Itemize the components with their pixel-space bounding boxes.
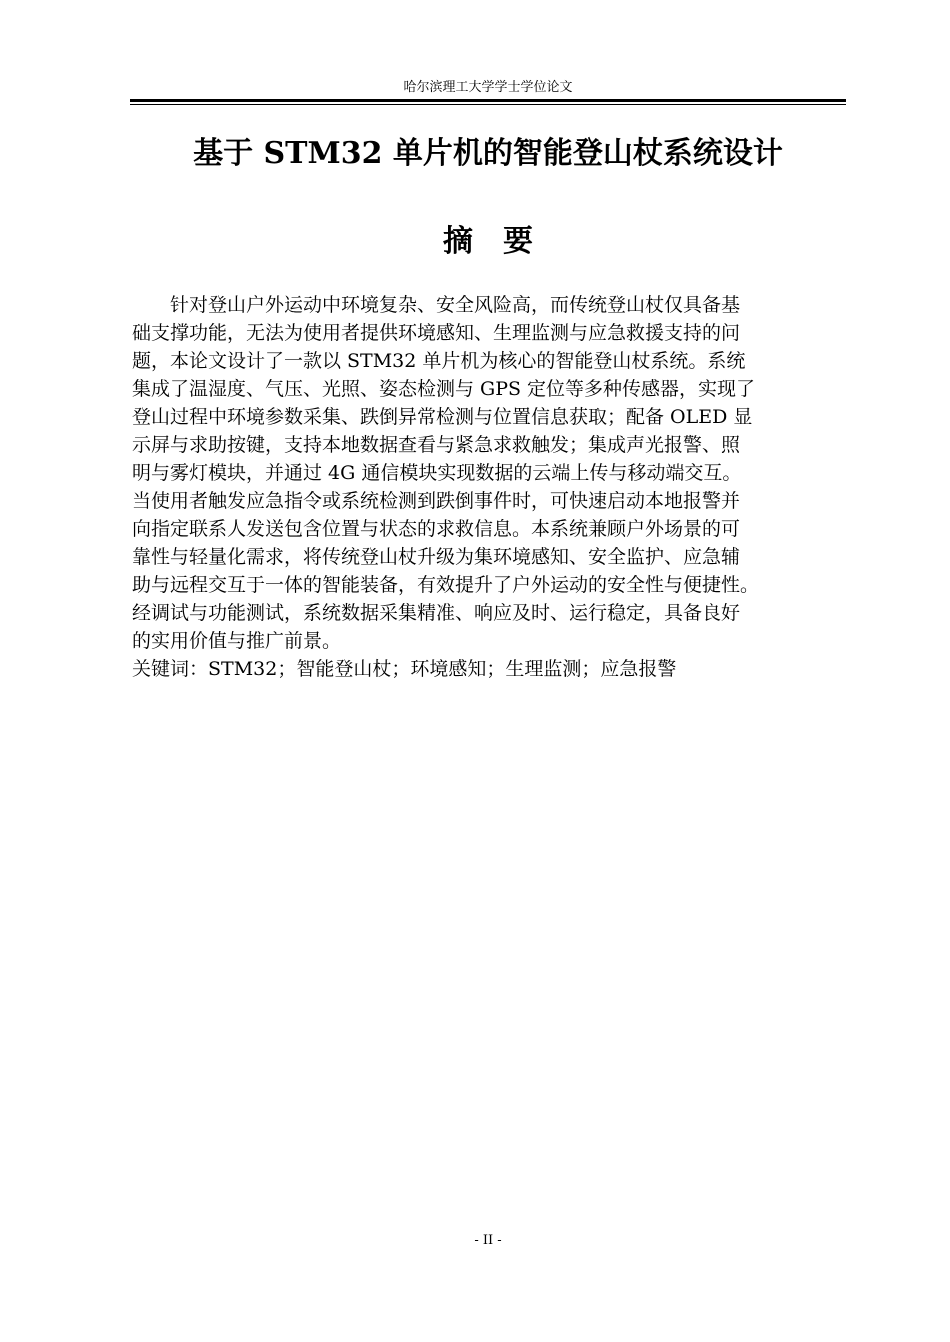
abstract-heading: 摘 要: [443, 224, 533, 259]
running-header: 哈尔滨理工大学学士学位论文: [403, 80, 573, 95]
abstract-line: 明与雾灯模块，并通过 4G 通信模块实现数据的云端上传与移动端交互。: [132, 462, 742, 484]
header-rule-thin: [130, 104, 846, 105]
abstract-line: 助与远程交互于一体的智能装备，有效提升了户外运动的安全性与便捷性。: [132, 574, 760, 596]
paper-title: 基于 STM32 单片机的智能登山杖系统设计: [193, 136, 783, 171]
abstract-line: 础支撑功能，无法为使用者提供环境感知、生理监测与应急救援支持的问: [132, 322, 741, 344]
header-rule-thick: [130, 99, 846, 102]
abstract-line: 向指定联系人发送包含位置与状态的求救信息。本系统兼顾户外场景的可: [132, 518, 741, 540]
abstract-body: [132, 291, 852, 655]
abstract-line: 的实用价值与推广前景。: [132, 630, 342, 652]
keywords-label: 关键词：: [132, 658, 209, 680]
abstract-line: 题，本论文设计了一款以 STM32 单片机为核心的智能登山杖系统。系统: [132, 350, 746, 372]
abstract-line: 经调试与功能测试，系统数据采集精准、响应及时、运行稳定，具备良好: [132, 602, 741, 624]
abstract-line: 靠性与轻量化需求，将传统登山杖升级为集环境感知、安全监护、应急辅: [132, 546, 741, 568]
abstract-line: 针对登山户外运动中环境复杂、安全风险高，而传统登山杖仅具备基: [170, 294, 741, 316]
page-number: - II -: [474, 1233, 502, 1248]
keywords: [132, 655, 846, 683]
abstract-line: 集成了温湿度、气压、光照、姿态检测与 GPS 定位等多种传感器，实现了: [132, 378, 756, 400]
abstract-line: 登山过程中环境参数采集、跌倒异常检测与位置信息获取；配备 OLED 显: [132, 406, 753, 428]
abstract-line: 示屏与求助按键，支持本地数据查看与紧急求救触发；集成声光报警、照: [132, 434, 741, 456]
keywords-text: STM32；智能登山杖；环境感知；生理监测；应急报警: [208, 658, 677, 680]
abstract-line: 当使用者触发应急指令或系统检测到跌倒事件时，可快速启动本地报警并: [132, 490, 741, 512]
